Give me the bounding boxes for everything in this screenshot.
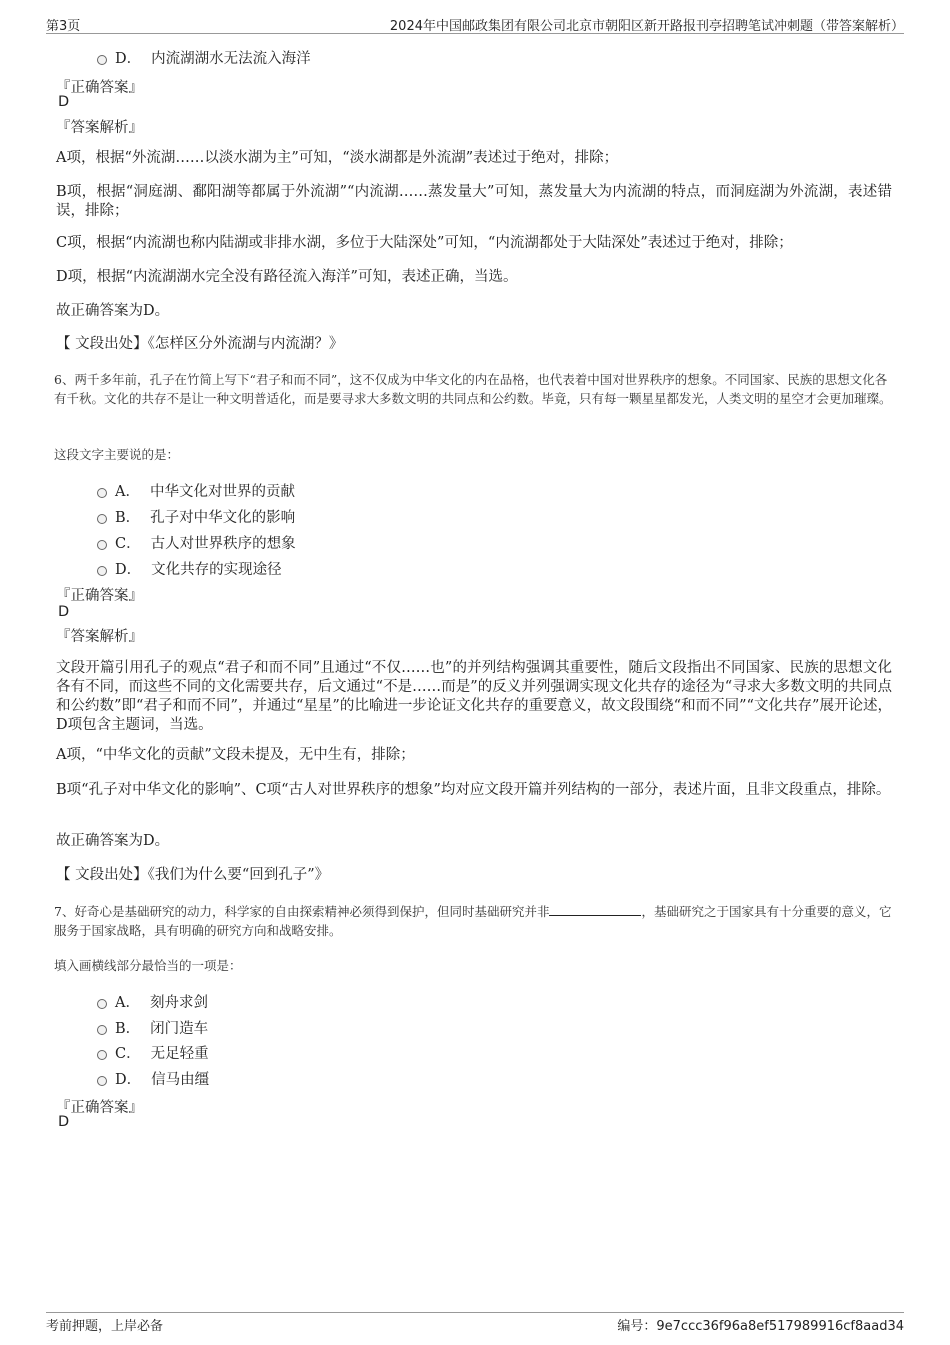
option-letter: D． <box>115 562 142 578</box>
q5-explanation-a: A项，根据“外流湖……以淡水湖为主”可知，“淡水湖都是外流湖”表述过于绝对，排除； <box>56 150 619 166</box>
option-text: 无足轻重 <box>150 1046 209 1062</box>
option-text: 孔子对中华文化的影响 <box>150 510 296 526</box>
q6-explanation-label: 『答案解析』 <box>56 629 143 645</box>
radio-icon[interactable] <box>97 1050 107 1060</box>
q7-question-text <box>54 902 894 940</box>
option-text: 刻舟求剑 <box>149 995 208 1011</box>
q5-explanation-b: B项，根据“洞庭湖、鄱阳湖等都属于外流湖”“内流湖……蒸发量大”可知，蒸发量大为内流湖的特点，而洞庭湖为外流湖，表述错误，排除； <box>56 184 892 219</box>
radio-icon[interactable] <box>97 488 107 498</box>
q7-blank-line <box>549 903 641 916</box>
radio-icon[interactable] <box>97 514 107 524</box>
q7-text-after-blank: ，基础研究之于国家具有十分重要的意义，它服务于国家战略，具有明确的研究方向和战略安排。 <box>54 904 892 938</box>
footer-serial: 编号：9e7ccc36f96a8ef517989916cf8aad34 <box>617 1319 904 1334</box>
q6-option-a[interactable] <box>97 480 295 501</box>
option-letter: B． <box>115 510 141 526</box>
option-text: 文化共存的实现途径 <box>151 562 282 578</box>
option-letter: B． <box>115 1021 141 1037</box>
q6-explanation-bc: B项“孔子对中华文化的影响”、C项“古人对世界秩序的想象”均对应文段开篇并列结构的一部分，表述片面，且非文段重点，排除。 <box>56 782 891 798</box>
q5-explanation-label: 『答案解析』 <box>56 120 143 136</box>
option-letter: A． <box>115 995 140 1011</box>
q6-correct-answer: D <box>58 604 70 620</box>
q7-option-a[interactable] <box>97 991 208 1012</box>
radio-icon[interactable] <box>97 566 107 576</box>
q5-explanation-d: D项，根据“内流湖湖水完全没有路径流入海洋”可知，表述正确，当选。 <box>56 269 518 285</box>
q7-option-d[interactable] <box>97 1068 209 1089</box>
page-header <box>46 14 904 34</box>
q6-explanation-main: 文段开篇引用孔子的观点“君子和而不同”且通过“不仅……也”的并列结构强调其重要性，随后文段指出不同国家、民族的思想文化各有不同，而这些不同的文化需要共存，后文通过“不是……而是”的反义并列强调实现文化共存的途径为“寻求大多数文明的共同点和公约数”即“君子和而不同”，并通过“星星”的比喻进一步论证文化共存的重要意义，故文段围绕“和而不同”“文化共存”展开论述，D项包含主题词，当选。 <box>56 660 892 733</box>
q6-option-d[interactable] <box>97 558 282 579</box>
page-footer <box>46 1312 904 1335</box>
option-text: 闭门造车 <box>150 1021 209 1037</box>
option-text: 信马由缰 <box>151 1072 210 1088</box>
q7-correct-answer-label: 『正确答案』 <box>56 1100 143 1116</box>
q7-option-c[interactable] <box>97 1042 209 1063</box>
q5-source: 【 文段出处】《怎样区分外流湖与内流湖？》 <box>56 336 344 352</box>
q7-option-b[interactable] <box>97 1017 208 1038</box>
option-letter: C． <box>115 536 141 552</box>
q6-option-b[interactable] <box>97 506 295 527</box>
q7-text-before-blank: 7、好奇心是基础研究的动力，科学家的自由探索精神必须得到保护，但同时基础研究并非 <box>54 904 550 919</box>
q6-question-text: 6、两千多年前，孔子在竹简上写下“君子和而不同”，这不仅成为中华文化的内在品格，也代表着中国对世界秩序的想象。不同国家、民族的思想文化各有千秋。文化的共存不是让一种文明普适化，而是要寻求大多数文明的共同点和公约数。毕竟，只有每一颗星星都发光，人类文明的星空才会更加璀璨。 <box>54 372 892 406</box>
q5-correct-answer-label: 『正确答案』 <box>56 80 143 96</box>
option-text: 内流湖湖水无法流入海洋 <box>151 51 311 67</box>
q6-prompt: 这段文字主要说的是： <box>54 447 180 462</box>
q6-explanation-a: A项，“中华文化的贡献”文段未提及，无中生有，排除； <box>56 747 415 763</box>
footer-slogan: 考前押题，上岸必备 <box>46 1319 164 1334</box>
q5-explanation-c: C项，根据“内流湖也称内陆湖或非排水湖，多位于大陆深处”可知，“内流湖都处于大陆深处”表述过于绝对，排除； <box>56 235 793 251</box>
radio-icon[interactable] <box>97 1076 107 1086</box>
q6-option-c[interactable] <box>97 532 296 553</box>
radio-icon[interactable] <box>97 1025 107 1035</box>
radio-icon[interactable] <box>97 999 107 1009</box>
option-letter: D． <box>115 1072 142 1088</box>
q6-conclusion: 故正确答案为D。 <box>56 833 170 849</box>
q5-correct-answer: D <box>58 94 70 110</box>
document-title: 2024年中国邮政集团有限公司北京市朝阳区新开路报刊亭招聘笔试冲刺题（带答案解析） <box>389 19 904 34</box>
q7-correct-answer: D <box>58 1114 70 1130</box>
radio-icon[interactable] <box>97 540 107 550</box>
radio-icon[interactable] <box>97 55 107 65</box>
q7-prompt: 填入画横线部分最恰当的一项是： <box>54 958 242 973</box>
option-text: 中华文化对世界的贡献 <box>149 484 295 500</box>
page-number: 第3页 <box>46 19 81 34</box>
q6-correct-answer-label: 『正确答案』 <box>56 588 143 604</box>
q6-source: 【 文段出处】《我们为什么要“回到孔子”》 <box>56 867 330 883</box>
q5-option-d[interactable] <box>97 47 311 68</box>
option-letter: D． <box>115 51 142 67</box>
option-letter: A． <box>115 484 140 500</box>
option-letter: C． <box>115 1046 141 1062</box>
option-text: 古人对世界秩序的想象 <box>150 536 296 552</box>
q5-conclusion: 故正确答案为D。 <box>56 303 170 319</box>
